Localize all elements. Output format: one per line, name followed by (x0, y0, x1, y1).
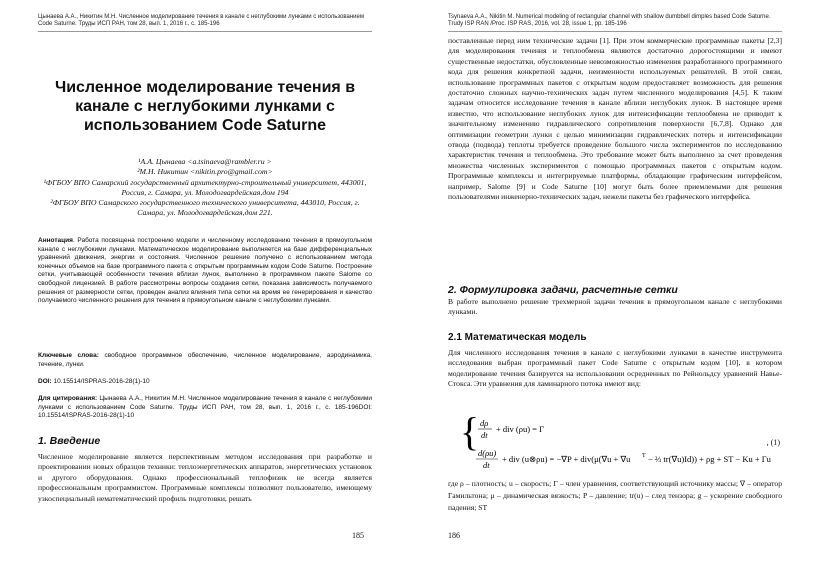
right-page (410, 0, 820, 579)
svg-text:+ div (ρu) = Γ: + div (ρu) = Γ (496, 424, 545, 434)
abstract-label: Аннотация (38, 237, 73, 244)
svg-text:dρ: dρ (480, 418, 489, 428)
section-heading-intro: 1. Введение (38, 435, 101, 447)
keywords-text: свободное программное обеспечение, численное моделирование, аэродинамика, течение, лунки. (38, 352, 372, 368)
svg-text:dt: dt (481, 430, 488, 440)
svg-text:{: { (460, 412, 480, 454)
author-2: ²М.Н. Никитин <nikitin.pro@gmail.com> (137, 167, 273, 177)
abstract-text: . Работа посвящена построению модели и численному исследованию течения в прямоугольном канале с неглубокими лунками. Математическое моделирование выполняется на базе дифференциальных уравнений движения, энергии и состояния. Численное решение получено с использованием метода конечных объемов на базе программного пакета с открытым программным кодом Code Saturne. Построение сетки, учитывающей особенности течения вблизи лунок, выполнено в программном пакете Salome со свободной лицензией. В работе рассмотрены вопросы создания сетки, показана зависимость получаемого решения от размерности сетки, проведен анализ влияния типа сетки на время ее генерирования и качество получаемого численного решения для течения в прямоугольном канале с неглубокими лунками. (38, 237, 372, 305)
section-2-paragraph: В работе выполнено решение трехмерной задачи течения в прямоугольном канале с неглубокими лунками. (448, 297, 782, 317)
section-2-1-paragraph: Для численного исследования течения в канале с неглубокими лунками в качестве инструмента исследования выбран программный пакет Code Saturne с открытым кодом [10], в котором моделирование течения базируется на использовании осредненных по Рейнольдсу уравнений Навье-Стокса. Эти уравнения для ламинарного потока имеют вид: (448, 348, 782, 389)
doi (38, 378, 372, 387)
page-number: 185 (352, 531, 364, 540)
cite-text: Цынаева А.А., Никитин М.Н. Численное моделирование течения в канале с неглубокими лунками с использованием Code Saturne. Труды ИСП РАН, том 28, вып. 1, 2016 г., с. 185-196DOI: 10.15514/ISPRAS-2016-28(1)-10 (38, 395, 372, 420)
authors-block (38, 157, 372, 219)
running-header: Tsynaeva A.A., Nikitin M. Numerical modeling of rectangular channel with shallow dumbbell dimples based Code Saturne. Trudy ISP RAN /Proc. ISP RAS, 2016, vol. 28, issue 1, pp. 185-196 (448, 14, 782, 32)
svg-text:d(ρu): d(ρu) (478, 448, 497, 458)
doi-text: 10.15514/ISPRAS-2016-28(1)-10 (51, 378, 150, 385)
page-number: 186 (448, 531, 460, 540)
section-heading-2-1: 2.1 Математическая модель (448, 332, 587, 343)
citation (38, 395, 372, 421)
svg-text:+ div (u⊗ρu) = −∇P + div(μ(∇u: + div (u⊗ρu) = −∇P + div(μ(∇u + ∇u (502, 454, 631, 464)
affiliation-2: ²ФГБОУ ВПО Самарского государственного технического университета, 443010, Россия, г. Самара, ул. Молодогвардейская,дом 221. (50, 198, 360, 218)
svg-text:− ⅔ tr(∇u)Id)) + ρg + ST − Ku: − ⅔ tr(∇u)Id)) + ρg + ST − Ku + Γu (648, 454, 771, 464)
body-paragraph: поставленные перед ним технические задачи [1]. При этом коммерческие программные пакеты [2,3] для моделирования течения и теплообмена являются достаточно дорогостоящими и имеют существенные недостатки, обусловленные невозможностью изменения разработанного программного кода для решения конкретной задачи, неизменности используемых решателей. В этой связи, использование программных пакетов с открытым кодом предоставляет возможность для решения достаточно сложных научно-технических задач путем численного моделирования [4,5]. К таким задачам относится исследование течения в канале вблизи неглубоких лунок. В настоящее время известно, что использование неглубоких лунок для интенсификации теплообмена не приводит к значительному изменению гидравлического сопротивления поверхности [6,7,8]. Однако для оптимизации геометрии лунки с целью минимизации гидравлических потерь и интенсификации отвода (подвода) теплоты требуется проведение большого числа экспериментов по исследованию характеристик течения и теплообмена. Это требование может быть выполнено за счет проведения множества численных экспериментов с помощью программных пакетов с открытым кодом. Программные комплексы и интегрируемые платформы, обладающие графическим интерфейсом, например, Salome [9] и Code Saturne [10] могут быть более приемлемыми для решения пользователями инженерно-технических задач, нежели пакеты без графического интерфейса. (448, 36, 782, 202)
svg-text:dt: dt (483, 460, 490, 470)
affiliation-1: ¹ФГБОУ ВПО Самарский государственный архитектурно-строительный университет, 443001, Россия, г. Самара, ул. Молодогвардейская,дом 194 (43, 177, 367, 197)
equation-number: , (1) (766, 438, 780, 447)
paper-title: Численное моделирование течения в канале с неглубокими лунками с использованием Code Saturne (54, 79, 356, 134)
running-header: Цынаева А.А., Никитин М.Н. Численное моделирование течения в канале с неглубокими лунками с использованием Code Saturne. Труды ИСП РАН, том 28, вып. 1, 2016 г., с. 185-196 (38, 14, 372, 32)
svg-text:T: T (642, 453, 646, 459)
section-heading-2: 2. Формулировка задачи, расчетные сетки (448, 284, 678, 296)
intro-paragraph: Численное моделирование является перспективным методом исследования при разработке и проектировании новых образцов техники: теплоэнергетических аппаратов, энергетических установок и другого оборудования. Однако профессиональный теплофизик не всегда является профессиональным программистом. Программные комплексы позволяют пользователю, имеющему узкоспециальный нематематический профиль подготовки, решать (38, 452, 372, 503)
variable-definitions: где ρ – плотность; u – скорость; Γ – член уравнения, соответствующий источнику массы; ∇ – оператор Гамильтона; μ – динамическая вязкость; P – давление; tr(u) – след тензора; g – ускорение свободного падения; ST (448, 479, 782, 512)
keywords-label: Ключевые слова: (38, 352, 99, 359)
author-1: ¹А.А. Цынаева <a.tsinaeva@rambler.ru > (138, 157, 272, 166)
abstract (38, 237, 372, 306)
doi-label: DOI: (38, 378, 52, 385)
keywords (38, 352, 372, 369)
equation-1 (458, 412, 778, 478)
cite-label: Для цитирования: (38, 395, 98, 402)
